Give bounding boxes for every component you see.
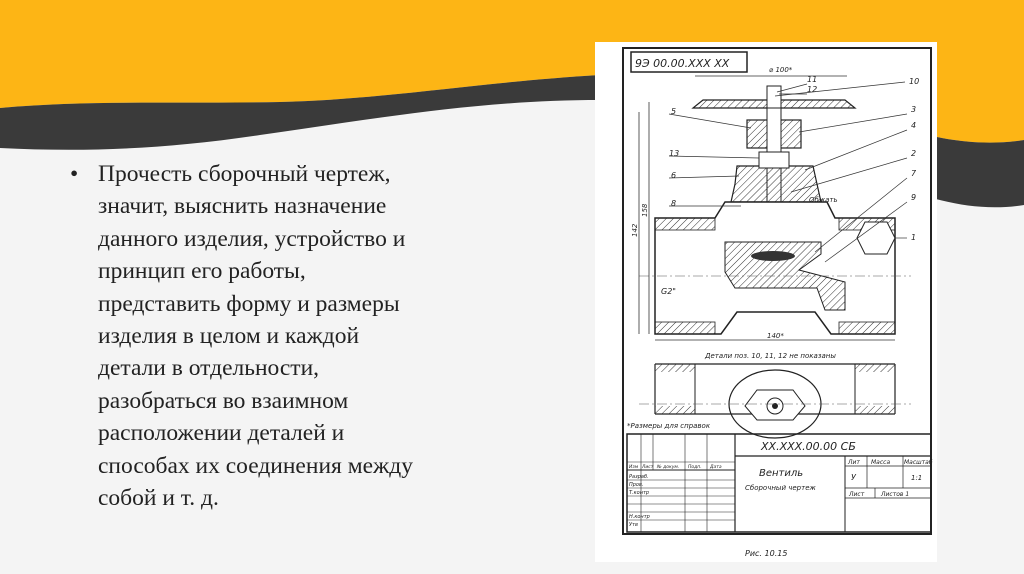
sheets-label: Листов 1 [881,491,910,498]
scale-value: 1:1 [911,474,923,482]
text-line: Прочесть сборочный чертеж, [98,161,391,187]
title-name: Вентиль [759,468,804,479]
paragraph-lines [98,158,510,514]
obzhat-label: Обжать [809,196,838,204]
valve-assembly-drawing [595,42,937,562]
text-line: детали в отдельности, [98,355,320,382]
hdr-lit: Лит [848,459,860,466]
callout-7: 7 [911,169,917,178]
text-line: расположении деталей и [98,420,345,447]
col-data: Дата [710,465,722,470]
callout-2: 2 [911,149,917,158]
text-line: способах их соединения между [98,452,413,479]
callout-12: 12 [807,85,818,94]
bullet-paragraph [70,158,510,514]
corner-code: 9Э 00.00.XXX XX [635,57,730,70]
row-prov: Пров. [629,482,644,488]
text-line: собой и т. д. [98,485,219,512]
col-ndoc: № докум. [657,465,680,470]
callout-6: 6 [671,171,677,180]
callout-1: 1 [911,233,917,242]
note-parts: Детали поз. 10, 11, 12 не показаны [705,352,836,360]
callout-3: 3 [911,105,917,114]
sheet-label: Лист [849,491,865,498]
callout-11: 11 [807,75,818,84]
callout-5: 5 [671,107,677,116]
row-utv: Утв [629,522,638,528]
dim-158: 158 [641,203,649,217]
row-nkontr: Н.контр [629,514,650,520]
assembly-drawing-image [595,42,937,562]
hdr-scale: Масштаб [904,459,933,466]
callout-10: 10 [909,77,920,86]
bullet-icon: • [70,161,79,187]
callout-4: 4 [911,121,917,130]
text-line: значит, выяснить назначение [98,193,387,220]
text-line: представить форму и размеры [98,290,400,317]
callout-9: 9 [911,193,917,202]
callout-8: 8 [671,199,677,208]
lit-value: У [851,473,856,482]
text-line: изделия в целом и каждой [98,323,360,350]
figure-caption: Рис. 10.15 [745,549,788,558]
dim-140: 140* [767,332,784,340]
thread-label: G2" [661,287,676,296]
title-doc-code: XX.XXX.00.00 СБ [761,440,856,453]
hdr-mass: Масса [871,459,891,466]
text-line: разобраться во взаимном [98,387,349,414]
note-sizes: *Размеры для справок [627,422,711,430]
dim-142: 142 [631,223,639,237]
title-subtitle: Сборочный чертеж [745,484,816,492]
text-line: принцип его работы, [98,258,306,285]
row-razrab: Разраб. [629,474,649,480]
dim-diameter: ⌀ 100* [769,66,793,74]
row-tkontr: Т.контр [629,490,650,496]
callout-13: 13 [669,149,680,158]
col-list: Лист [642,465,654,470]
bonnet [731,166,821,202]
col-izm: Изм [629,465,639,470]
text-line: данного изделия, устройство и [98,225,406,252]
col-podp: Подп. [688,465,702,470]
